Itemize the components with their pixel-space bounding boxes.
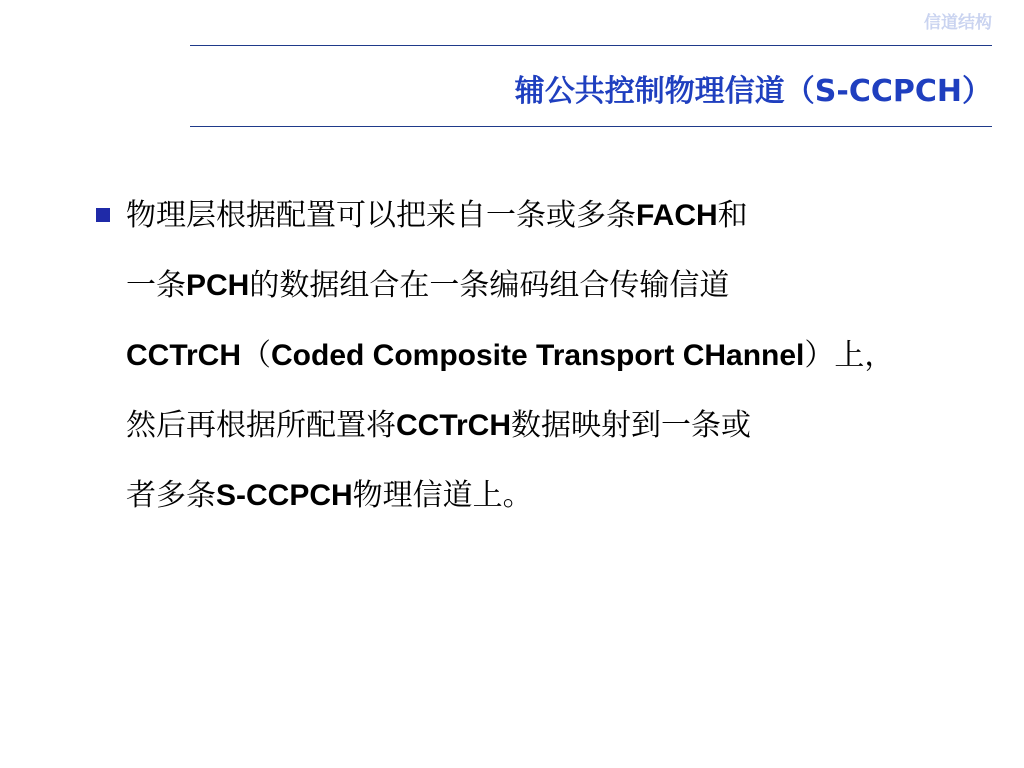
bullet-line-2: 一条PCH的数据组合在一条编码组合传输信道	[126, 268, 730, 303]
section-tag: 信道结构	[924, 13, 992, 33]
slide-title: 辅公共控制物理信道（S-CCPCH）	[514, 74, 992, 109]
bullet-text	[126, 186, 894, 536]
bullet-line-4: 然后再根据所配置将CCTrCH数据映射到一条或	[126, 408, 752, 443]
square-bullet-icon	[96, 208, 110, 222]
bullet-line-1: 物理层根据配置可以把来自一条或多条FACH和	[126, 198, 748, 233]
header-top-rule	[190, 45, 992, 46]
bullet-line-5: 者多条S-CCPCH物理信道上。	[126, 478, 533, 513]
bullet-line-3: CCTrCH（Coded Composite Transport CHannel）上，	[126, 338, 895, 373]
header-bottom-rule	[190, 126, 992, 127]
